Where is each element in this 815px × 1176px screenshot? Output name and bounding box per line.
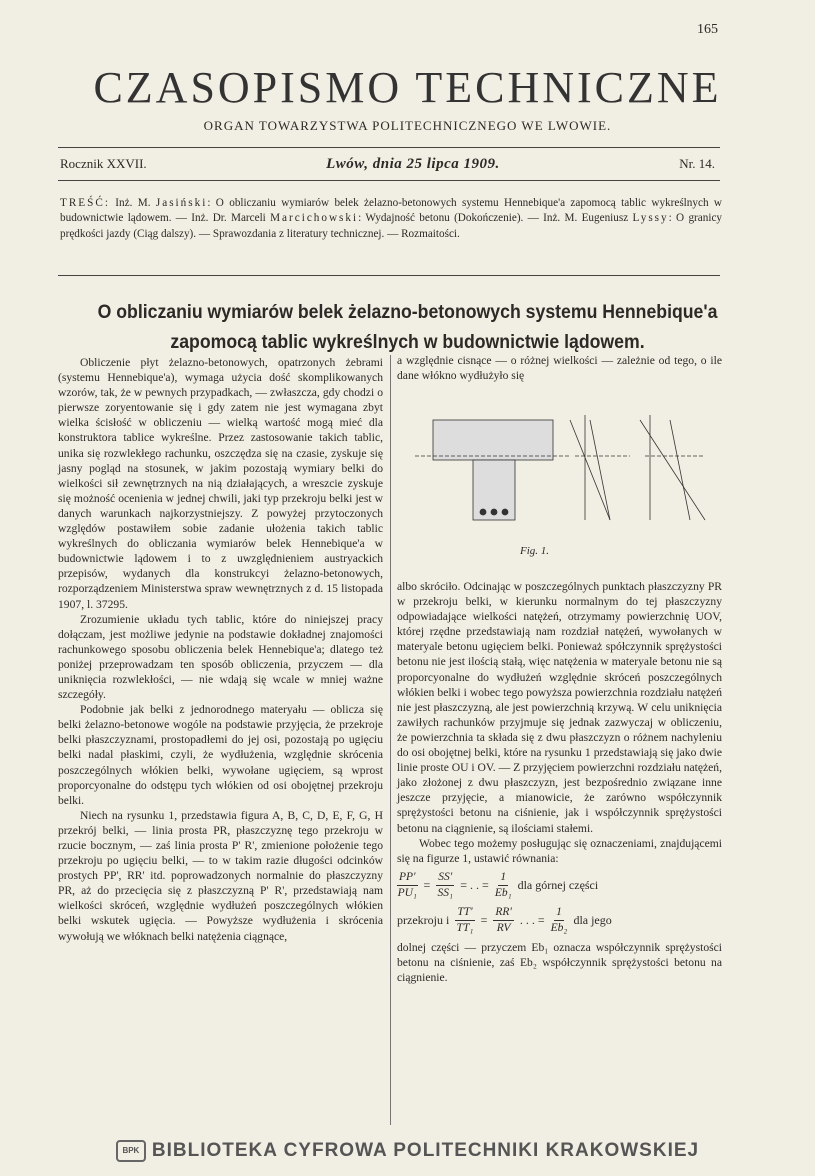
fraction [551, 905, 568, 936]
numerator: RR' [493, 905, 514, 921]
table-of-contents [60, 196, 722, 242]
toc-rule [58, 275, 720, 276]
article-title-line: O obliczaniu wymiarów belek żelazno-betonowych systemu Hennebique'a [97, 302, 718, 323]
equation-tail: dla górnej części [517, 877, 599, 892]
numerator: 1 [498, 870, 508, 886]
denominator: TT₁ [456, 922, 474, 935]
issue-date: Lwów, dnia 25 lipca 1909. [326, 156, 500, 172]
numerator: PP' [397, 870, 418, 886]
article-column-right-top [397, 353, 722, 383]
toc-author: Lyssy [632, 212, 669, 225]
numerator: 1 [554, 905, 564, 921]
page-number: 165 [697, 22, 718, 37]
fraction [495, 870, 512, 901]
denominator: Eb₁ [494, 886, 512, 899]
article-title-line: zapomocą tablic wykreślnych w budownictwie lądowem. [170, 332, 645, 353]
paragraph: Podobnie jak belki z jednorodnego materyału — oblicza się belki żelazno-betonowe wogóle na podstawie przyjęcia, że przekroje belki płaszczyznami, prostopadłemi do jej osi, pozostają po ugięciu belki nadal płaskimi, czyli, że wydłużenia, względnie skrócenia poszczególnych włókien belki, wywołane ugięciem, są wprost proporcyonalne do odstępu tych włókien od osi obojętnej przekroju belki. [58, 703, 383, 807]
paragraph: Niech na rysunku 1, przedstawia figura A, B, C, D, E, F, G, H przekrój belki, — linia prosta PR, płaszczyznę tego przekroju w rzucie bocznym, — zaś linia prosta P' R', zmienione położenie tego przekroju po ugięciu belki, — to w takim razie długości odcinków prostych PP', RR' itd. poprowadzonych normalnie do płaszczyzny PR, aż do przecięcia się z płaszczyzną P' R', przedstawiają nam wielkości skróceń, względnie wydłużeń poszczególnych włókien belki wskutek ugięcia. — Powyższe wydłużenia i skrócenia wywołują we włóknach belki natężenia ciągnące, [58, 808, 383, 943]
article-title [66, 298, 750, 358]
article-column-right [397, 579, 722, 985]
masthead: CZASOPISMO TECHNICZNE [93, 63, 722, 112]
article-column-left [58, 355, 383, 944]
denominator: RV [496, 922, 511, 935]
header-rule-bottom [58, 180, 720, 181]
header-rule-top [58, 147, 720, 148]
column-divider [390, 355, 391, 1125]
toc-text: Inż. M. [115, 197, 151, 209]
issue-number: Nr. 14. [679, 156, 715, 171]
equation-lead: przekroju i [397, 913, 450, 928]
denominator: Eb₂ [550, 922, 568, 935]
fraction [436, 870, 454, 901]
footer-watermark [0, 1140, 815, 1162]
fraction [455, 905, 474, 936]
paragraph: a względnie cisnące — o różnej wielkości — zależnie od tego, o ile dane włókno wydłużyło się [397, 354, 722, 383]
toc-text: : O granicy prędkości jazdy (Ciąg dalszy). — Sprawozdania z literatury technicznej. — Rozmaitości. [60, 212, 722, 240]
figure-caption: Fig. 1. [520, 545, 550, 557]
toc-text: : O obliczaniu wymiarów belek żelazno-betonowych systemu Hennebique'a zapomocą tablic wykreślnych w budownictwie lądowem. — Inż. Dr. Marceli [60, 197, 722, 225]
paragraph: albo skróciło. Odcinając w poszczególnych punktach płaszczyzny PR w przekroju belki, w kierunku normalnym do tej płaszczyzny odpowiadające wielkości natężeń, otrzymamy powierzchnię UOV, której rzędne przedstawiają nam rozdział natężeń, wywołanych w materyale betonu ugięciem belki. Ponieważ spółczynnik sprężystości betonu nie jest ilością stałą, więc natężenia w materyale betonu nie są proporcyonalne do wydłużeń względnie skróceń poszczególnych włókien belki i wobec tego powyższa powierzchnia rozdziału natężeń nie jest płaszczyzną, ale jest powierzchnią krzywą. W celu uniknięcia zawiłych rachunków przyjmuje się jednak zazwyczaj w obliczeniu, że powierzchnia ta składa się z dwu płaszczyzn o różnem nachyleniu do osi obojętnej belki, które na rysunku 1 przedstawiają się jako dwie linie proste OU i OV. — Z przyjęciem powierzchni rozdziału natężeń, jako złożonej z dwu płaszczyzn, jest bezpośrednio związane inne jeszcze przyjęcie, a mianowicie, że zarówno współczynnik sprężystości betonu na ciśnienie, jak i współczynnik sprężystości betonu na ciągnienie, są ilościami stałemi. [397, 580, 722, 835]
toc-author: Marcichowski [270, 212, 359, 225]
equation-dots: = . . = [460, 877, 489, 892]
equation-tail: dla jego [573, 913, 612, 928]
denominator: SS₁ [437, 886, 454, 899]
paragraph: dolnej części — przyczem Eb₁ oznacza współczynnik sprężystości betonu na ciśnienie, zaś Eb₂ współczynnik sprężystości betonu na ciągnienie. [397, 941, 722, 985]
equation-1: $\frac{PP'}{\text{PU₁}}$ = $\frac{SS'}{\text{SS₁}}$ = . . = $\frac{1}{\text{Eb₁}}$ dla górnej części [397, 870, 722, 901]
toc-author: Jasiński [155, 197, 208, 209]
paragraph: Wobec tego możemy posługując się oznaczeniami, znajdującemi się na figurze 1, ustawić równania: [397, 836, 722, 865]
library-logo-icon: BPK [116, 1140, 146, 1162]
footer-text: BIBLIOTEKA CYFROWA POLITECHNIKI KRAKOWSKIEJ [151, 1140, 700, 1162]
issue-line [60, 156, 715, 173]
beam-section-diagram [405, 410, 720, 540]
equation-2: przekroju i $\frac{TT'}{\text{TT₁}}$ = $\frac{RR'}{RV}$ . . . = $\frac{1}{\text{Eb₂}}$ dla jego [397, 905, 722, 936]
paragraph: Obliczenie płyt żelazno-betonowych, opatrzonych żebrami (systemu Hennebique'a), wymaga użycia dość skomplikowanych wzorów, tak, że w pewnych przypadkach, — zwłaszcza, gdy chodzi o pierwsze zoryentowanie się i gdy zatem nie jest wymagana zbyt wielka ścisłość w obliczeniu — wielką wartość mogą mieć dla konstruktora tablice wykreślne. Przez zastosowanie takich tablic, unika się rozwlekłego rachunku, oszczędza się na czasie, zyskuje się jasny pogląd na stosunek, w jakim pozostają wymiary belki do wielkości sił zewnętrznych na nią działających, a wreszcie zyskuje się możność ocenienia w jednej chwili, jaki typ przekroju belki jest w danych warunkach najkorzystniejszy. Z powyżej przytoczonych względów postawiłem sobie zadanie ułożenia takich tablic wykreślnych do obliczania wymiarów belek Hennebique'a w budownictwie lądowem i to z uwzględnieniem austryackich przepisów, wydanych dla konstrukcyi żelazno-betonowych, rozporządzeniem Ministerstwa spraw wewnętrznych z d. 15 listopada 1907, l. 37295. [58, 356, 383, 611]
toc-label: TREŚĆ: [60, 197, 110, 209]
figure-1 [405, 410, 720, 540]
denominator: PU₁ [397, 886, 417, 899]
fraction [493, 905, 514, 936]
toc-text: : Wydajność betonu (Dokończenie). — Inż. M. Eugeniusz [358, 212, 629, 225]
numerator: TT' [455, 905, 474, 921]
issue-volume: Rocznik XXVII. [60, 156, 147, 171]
paragraph: Zrozumienie układu tych tablic, które do niniejszej pracy dołączam, jest możliwe jedynie na podstawie dokładnej znajomości rachunkowego sposobu obliczenia belek Hennebique'a; dlatego też poniżej przeprowadzam ten sposób obliczenia, przyczem — dla uniknięcia rozwlekłości, — nie wdają się wcale w mniej ważne szczegóły. [58, 612, 383, 702]
numerator: SS' [436, 870, 454, 886]
masthead-subtitle: ORGAN TOWARZYSTWA POLITECHNICZNEGO WE LWOWIE. [203, 118, 612, 133]
equation-dots: . . . = [519, 913, 545, 928]
fraction [397, 870, 418, 901]
